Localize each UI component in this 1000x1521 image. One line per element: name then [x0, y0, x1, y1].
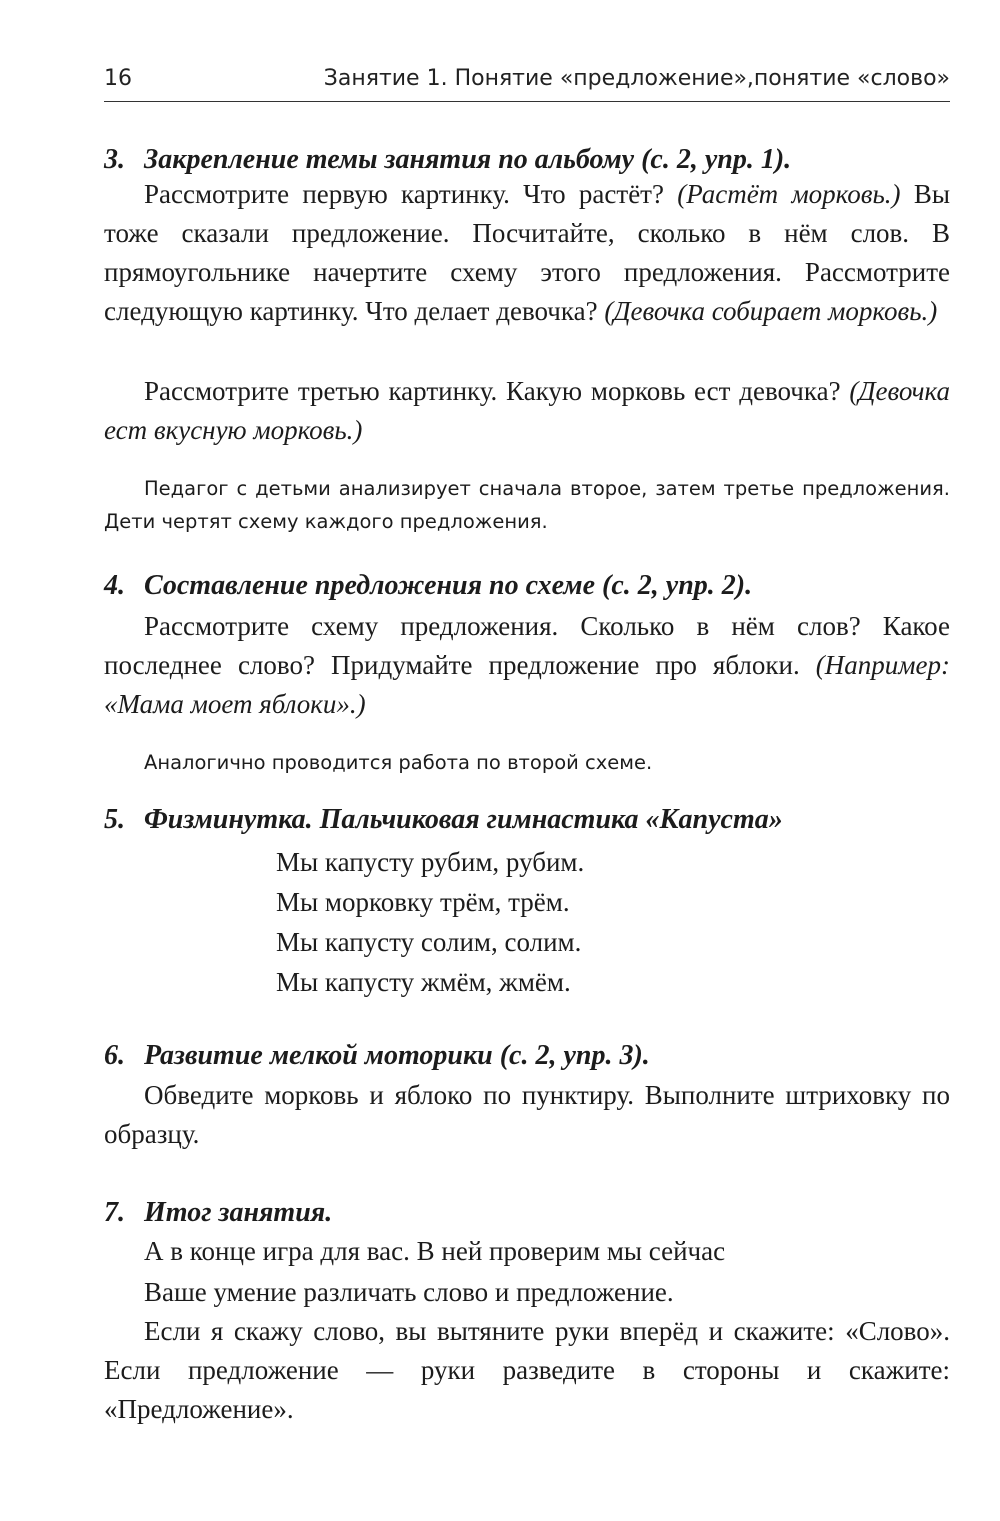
- section-4-title: [104, 568, 950, 604]
- section-7-line-1: А в конце игра для вас. В ней проверим мы сейчас: [144, 1236, 726, 1266]
- section-6-paragraph-1: Обведите морковь и яблоко по пунктиру. Выполните штриховку по образцу.: [104, 1080, 950, 1149]
- section-3-paragraph-2: [104, 372, 950, 450]
- section-heading: Итог занятия.: [144, 1197, 333, 1228]
- section-3-paragraph-1: [104, 175, 950, 331]
- paragraph-text: Рассмотрите третью картинку. Какую морковь ест девочка?: [144, 376, 850, 406]
- header-rule: [104, 101, 950, 102]
- example-answer: (Девочка собирает морковь.): [604, 296, 938, 326]
- paragraph-text: Рассмотрите схему предложения. Сколько в нём слов? Какое последнее слово? Придумайте предложение про яблоки.: [104, 611, 950, 680]
- section-5-title: [104, 802, 950, 838]
- section-7-paragraph-3: Если я скажу слово, вы вытяните руки вперёд и скажите: «Слово». Если предложение — руки разведите в стороны и скажите: «Предложение».: [104, 1316, 950, 1424]
- example-answer: (Растёт морковь.): [677, 179, 901, 209]
- poem-line: Мы капусту жмём, жмём.: [276, 967, 571, 997]
- section-heading: Развитие мелкой моторики (с. 2, упр. 3).: [144, 1040, 650, 1071]
- section-heading: Физминутка. Пальчиковая гимнастика «Капуста»: [144, 804, 783, 835]
- section-4-paragraph-1: [104, 607, 950, 724]
- section-6-title: [104, 1038, 950, 1074]
- section-heading: Закрепление темы занятия по альбому (с. 2, упр. 1).: [144, 144, 792, 175]
- section-number: 5.: [104, 804, 125, 835]
- section-7-line-2: Ваше умение различать слово и предложение.: [144, 1277, 674, 1307]
- section-3-title: [104, 142, 950, 178]
- teacher-note: Аналогично проводится работа по второй схеме.: [144, 751, 653, 774]
- section-7-title: [104, 1195, 950, 1231]
- poem-line: Мы капусту рубим, рубим.: [276, 847, 585, 877]
- running-title: Занятие 1. Понятие «предложение»,понятие «слово»: [323, 66, 950, 91]
- section-number: 6.: [104, 1040, 125, 1071]
- poem-line: Мы морковку трём, трём.: [276, 887, 570, 917]
- example-answer: (Например: «Мама моет яблоки».): [104, 650, 950, 719]
- paragraph-text: Вы тоже сказали предложение. Посчитайте, сколько в нём слов. В прямоугольнике начертите схему этого предложения. Рассмотрите следующую картинку. Что делает девочка?: [104, 179, 950, 326]
- page-number: 16: [104, 66, 132, 91]
- poem: [276, 842, 584, 1002]
- section-number: 4.: [104, 570, 125, 601]
- section-number: 7.: [104, 1197, 125, 1228]
- page-header: [104, 66, 950, 96]
- teacher-note: Педагог с детьми анализирует сначала второе, затем третье предложения. Дети чертят схему каждого предложения.: [104, 477, 950, 533]
- example-answer: (Девочка ест вкусную морковь.): [104, 376, 950, 445]
- poem-line: Мы капусту солим, солим.: [276, 927, 582, 957]
- section-number: 3.: [104, 144, 125, 175]
- section-heading: Составление предложения по схеме (с. 2, упр. 2).: [144, 570, 753, 601]
- paragraph-text: Рассмотрите первую картинку. Что растёт?: [144, 179, 678, 209]
